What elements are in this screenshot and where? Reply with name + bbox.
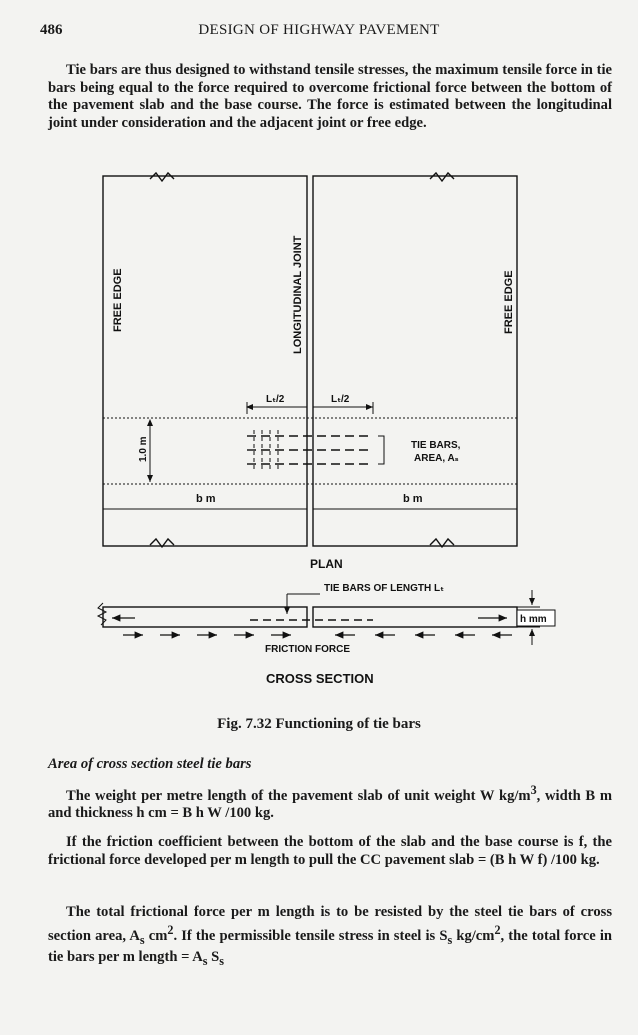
lt-half-left: Lₜ/2 [266,394,285,405]
strip-lines [103,418,517,484]
p4-d: kg/cm [452,927,495,944]
tie-bars-label-2: AREA, Aₛ [414,453,459,464]
tie-bars [247,436,373,464]
free-edge-left: FREE EDGE [112,268,124,332]
paragraph-2 [48,782,612,823]
p4-b-sup: 2 [167,922,174,937]
lt-half-right: Lₜ/2 [331,394,350,405]
p4-d-sup: 2 [494,922,501,937]
p4-b: cm [144,927,168,944]
p2-sup: 3 [530,783,537,797]
paragraph-3 [48,834,612,869]
tie-bar-leader [287,594,320,614]
plan-slabs [103,173,517,547]
p4-f: S [207,948,220,965]
h-mm-label: h mm [520,614,547,625]
paragraph-4 [48,904,612,970]
b-m-right: b m [403,493,423,505]
p4-f-sub: s [219,953,225,968]
friction-force-label: FRICTION FORCE [265,644,350,655]
page-number: 486 [40,22,63,38]
cross-section-label: CROSS SECTION [266,671,374,686]
longitudinal-joint-label: LONGITUDINAL JOINT [292,235,304,354]
plan-label: PLAN [310,557,343,571]
cross-section [98,603,517,627]
paragraph-3-text: If the friction coefficient between the bottom of the slab and the base course is f, the frictional force developed per m length to pull the CC pavement slab = (B h W f) /100 kg. [48,834,612,868]
p4-c-sub: s [447,932,453,947]
p4-a-sub: s [139,932,145,947]
p4-e: , the total force in tie bars per m length = A [48,927,612,965]
figure-caption: Fig. 7.32 Functioning of tie bars [217,716,421,732]
p4-c: . If the permissible tensile stress in steel is S [173,927,448,944]
tie-bar-bracket [378,436,384,464]
b-m-left: b m [196,493,216,505]
p4-a: The total frictional force per m length is to be resisted by the steel tie bars of cross section area, A [48,904,612,944]
p2-post: , width B m and thickness h cm = B h W /100 kg. [48,787,612,822]
paragraph-1-text: Tie bars are thus designed to withstand tensile stresses, the maximum tensile force in tie bars being equal to the force required to overcome frictional force between the bottom of the pavement slab and the base course. The force is estimated between the longitudinal joint under consideration and the adjacent joint or free edge. [48,62,612,131]
free-edge-right: FREE EDGE [503,270,515,334]
p4-e-sub: s [202,953,208,968]
one-metre-label: 1.0 m [138,436,149,462]
p2-pre: The weight per metre length of the pavement slab of unit weight W kg/m [66,787,531,804]
tie-bars-label-1: TIE BARS, [411,440,461,451]
tie-bars-length-label: TIE BARS OF LENGTH Lₜ [324,583,444,594]
running-title: DESIGN OF HIGHWAY PAVEMENT [198,22,440,38]
section-heading: Area of cross section steel tie bars [48,756,252,772]
